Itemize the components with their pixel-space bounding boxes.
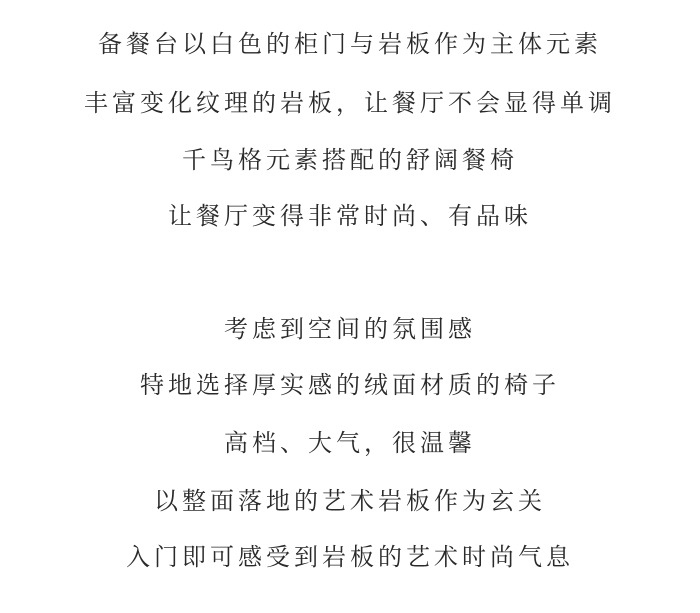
text-line: 考虑到空间的氛围感 <box>224 315 476 343</box>
text-line: 以整面落地的艺术岩板作为玄关 <box>154 487 546 515</box>
text-line: 千鸟格元素搭配的舒阔餐椅 <box>182 146 518 174</box>
text-line: 丰富变化纹理的岩板，让餐厅不会显得单调 <box>84 89 616 117</box>
text-line: 入门即可感受到岩板的艺术时尚气息 <box>126 543 574 571</box>
text-line: 备餐台以白色的柜门与岩板作为主体元素 <box>98 30 602 58</box>
text-line: 高档、大气，很温馨 <box>224 429 476 457</box>
text-line: 特地选择厚实感的绒面材质的椅子 <box>140 371 560 399</box>
text-line: 让餐厅变得非常时尚、有品味 <box>168 202 532 230</box>
